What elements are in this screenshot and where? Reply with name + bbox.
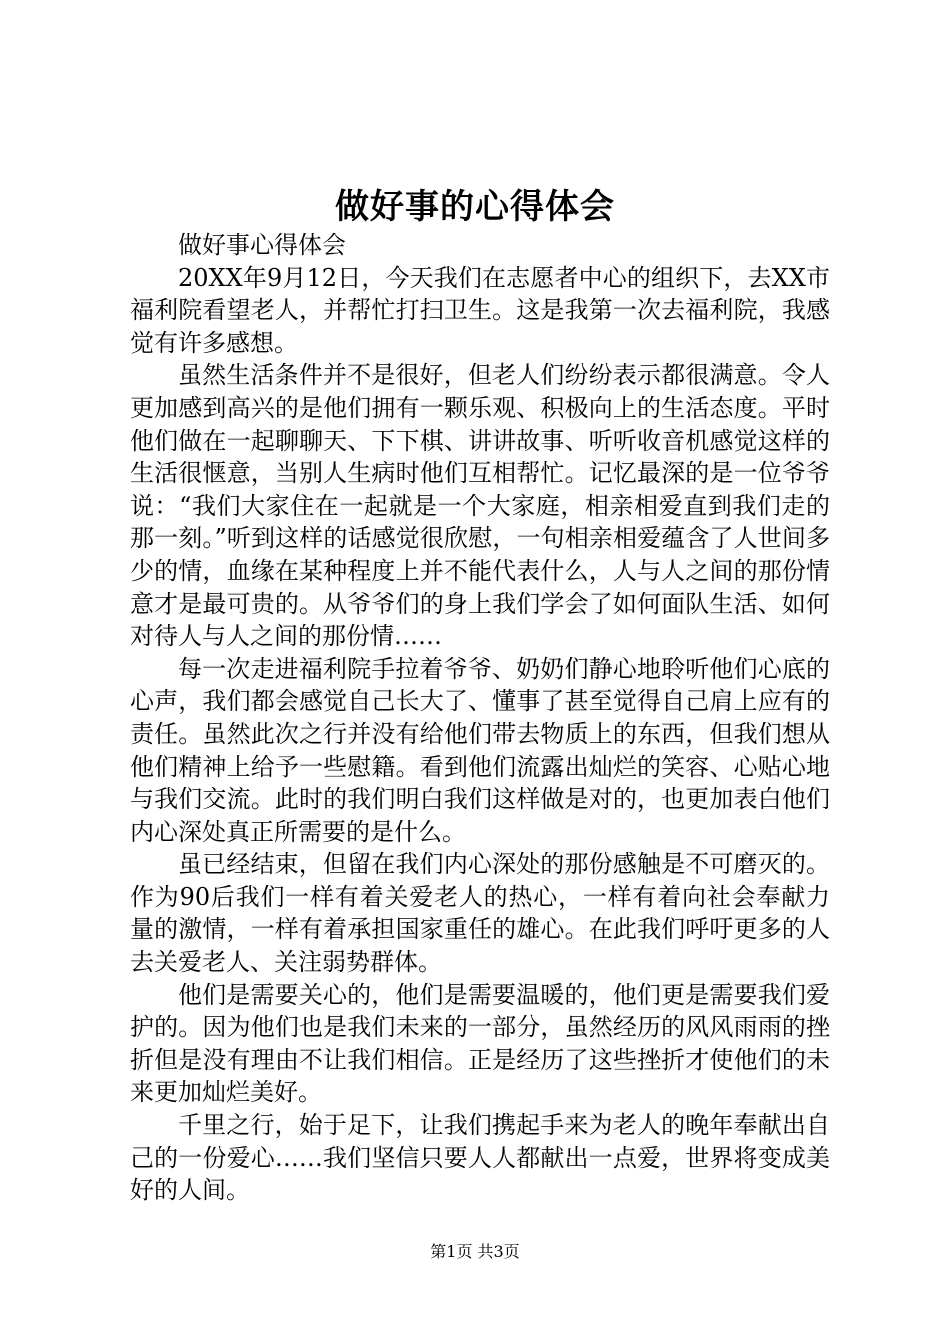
paragraph-1: 20XX年9月12日，今天我们在志愿者中心的组织下，去XX市福利院看望老人，并帮忙打扫卫生。这是我第一次去福利院，我感觉有许多感想。 [130,263,830,357]
paragraph-4: 虽已经结束，但留在我们内心深处的那份感触是不可磨灭的。作为90后我们一样有着关爱老人的热心，一样有着向社会奉献力量的激情，一样有着承担国家重任的雄心。在此我们呼吁更多的人去关爱老人、关注弱势群体。 [130,850,830,977]
paragraph-5: 他们是需要关心的，他们是需要温暖的，他们更是需要我们爱护的。因为他们也是我们未来的一部分，虽然经历的风风雨雨的挫折但是没有理由不让我们相信。正是经历了这些挫折才使他们的未来更加灿烂美好。 [130,980,830,1107]
paragraph-3: 每一次走进福利院手拉着爷爷、奶奶们静心地聆听他们心底的心声，我们都会感觉自己长大了、懂事了甚至觉得自己肩上应有的责任。虽然此次之行并没有给他们带去物质上的东西，但我们想从他们精神上给予一些慰籍。看到他们流露出灿烂的笑容、心贴心地与我们交流。此时的我们明白我们这样做是对的，也更加表白他们内心深处真正所需要的是什么。 [130,654,830,846]
paragraph-subtitle: 做好事心得体会 [178,231,346,259]
paragraph-6: 千里之行，始于足下，让我们携起手来为老人的晚年奉献出自己的一份爱心……我们坚信只要人人都献出一点爱，世界将变成美好的人间。 [130,1111,830,1205]
document-body [130,229,830,1207]
paragraph-2: 虽然生活条件并不是很好，但老人们纷纷表示都很满意。令人更加感到高兴的是他们拥有一颗乐观、积极向上的生活态度。平时他们做在一起聊聊天、下下棋、讲讲故事、听听收音机感觉这样的生活很惬意，当别人生病时他们互相帮忙。记忆最深的是一位爷爷说：“我们大家住在一起就是一个大家庭，相亲相爱直到我们走的那一刻。”听到这样的话感觉很欣慰，一句相亲相爱蕴含了人世间多少的情，血缘在某种程度上并不能代表什么，人与人之间的那份情意才是最可贵的。从爷爷们的身上我们学会了如何面队生活、如何对待人与人之间的那份情…… [130,361,830,651]
document-title: 做好事的心得体会 [335,187,615,227]
page-number-footer: 第1页 共3页 [430,1242,520,1261]
